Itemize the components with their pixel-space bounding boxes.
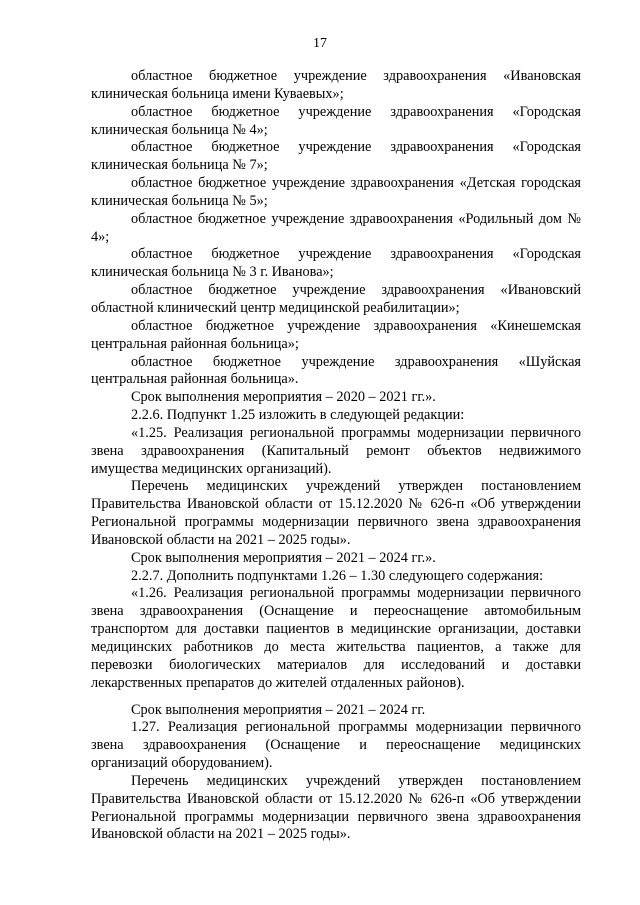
- paragraph-hospital-children-5: областное бюджетное учреждение здравоохранения «Детская городская клиническая больница № 5»;: [91, 175, 581, 209]
- paragraph-item-2-2-7: 2.2.7. Дополнить подпунктами 1.26 – 1.30 следующего содержания:: [131, 567, 544, 584]
- paragraph-maternity-4: областное бюджетное учреждение здравоохранения «Родильный дом № 4»;: [91, 210, 581, 245]
- paragraph-kineshma-hospital: областное бюджетное учреждение здравоохранения «Кинешемская центральная районная больница»;: [91, 317, 581, 352]
- paragraph-resolution-reference-2: Перечень медицинских учреждений утвержден постановлением Правительства Ивановской области от 15.12.2020 № 626-п «Об утверждении Региональной программы модернизации первичного звена здравоохранения Ивановской области на 2021 – 2025 годы».: [91, 772, 581, 843]
- paragraph-resolution-reference-1: Перечень медицинских учреждений утвержден постановлением Правительства Ивановской области от 15.12.2020 № 626-п «Об утверждении Региональной программы модернизации первичного звена здравоохранения Ивановской области на 2021 – 2025 годы».: [91, 478, 581, 548]
- paragraph-subitem-1-26: «1.26. Реализация региональной программы модернизации первичного звена здравоохранения (Оснащение и переоснащение автомобильным транспортом для доставки пациентов в медицинские организации, доставки медицинских работников до места жительства пациентов, а также для перевозки биологических материалов для исследований и доставки лекарственных препаратов до жителей отдаленных районов).: [91, 585, 581, 691]
- paragraph-item-2-2-6: 2.2.6. Подпункт 1.25 изложить в следующей редакции:: [131, 407, 465, 424]
- paragraph-shuya-hospital: областное бюджетное учреждение здравоохранения «Шуйская центральная районная больница».: [91, 353, 581, 388]
- paragraph-deadline-2021-2024-b: Срок выполнения мероприятия – 2021 – 2024 гг.: [131, 701, 426, 718]
- paragraph-rehab-center: областное бюджетное учреждение здравоохранения «Ивановский областной клинический центр медицинской реабилитации»;: [91, 282, 581, 316]
- paragraph-hospital-city-4: областное бюджетное учреждение здравоохранения «Городская клиническая больница № 4»;: [91, 103, 581, 138]
- paragraph-subitem-1-25: «1.25. Реализация региональной программы модернизации первичного звена здравоохранения (Капитальный ремонт объектов недвижимого имущества медицинских организаций).: [91, 424, 581, 477]
- paragraph-hospital-kuvaevykh: областное бюджетное учреждение здравоохранения «Ивановская клиническая больница имени Куваевых»;: [91, 68, 581, 102]
- paragraph-deadline-2021-2024-a: Срок выполнения мероприятия – 2021 – 2024 гг.».: [131, 549, 436, 566]
- document-body: [91, 68, 581, 844]
- paragraph-hospital-city-7: областное бюджетное учреждение здравоохранения «Городская клиническая больница № 7»;: [91, 139, 581, 174]
- paragraph-hospital-city-3: областное бюджетное учреждение здравоохранения «Городская клиническая больница № 3 г. Иванова»;: [91, 246, 581, 281]
- paragraph-subitem-1-27: 1.27. Реализация региональной программы модернизации первичного звена здравоохранения (Оснащение и переоснащение медицинских организаций оборудованием).: [91, 719, 581, 772]
- paragraph-deadline-2020-2021: Срок выполнения мероприятия – 2020 – 2021 гг.».: [131, 389, 436, 406]
- page-number: 17: [313, 36, 327, 51]
